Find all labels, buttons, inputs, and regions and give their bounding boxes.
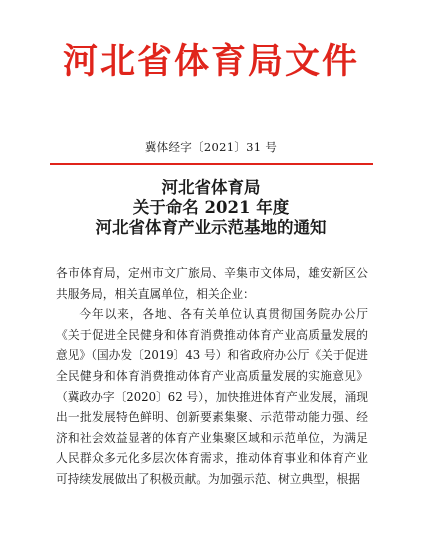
- subject-line-3: 河北省体育产业示范基地的通知: [95, 218, 327, 237]
- body-paragraph-1: 今年以来，各地、各有关单位认真贯彻国务院办公厅《关于促进全民健身和体育消费推动体育产业高质量发展的意见》（国办发〔2019〕43 号）和省政府办公厅《关于促进全民健身和体育消费推动体育产业高质量发展的实施意见》（冀政办字〔2020〕62 号），加快推进体育产业发展，涌现出一批发展特色鲜明、创新要素集聚、示范带动能力强、经济和社会效益显著的体育产业集聚区域和示范单位，为满足人民群众多元化多层次体育需求，推动体育事业和体育产业可持续发展做出了积极贡献。为加强示范、树立典型，根据: [56, 307, 368, 486]
- subject-line-2: 关于命名 2021 年度: [132, 198, 290, 217]
- document-subject: [0, 178, 422, 238]
- document-header-title: 河北省体育局文件: [62, 42, 359, 82]
- document-body: [56, 263, 368, 490]
- document-number: 冀体经字〔2021〕31 号: [144, 140, 278, 154]
- subject-line-1: 河北省体育局: [161, 178, 261, 197]
- header-red-rule: [50, 163, 373, 165]
- addressee-line: 各市体育局，定州市文广旅局、辛集市文体局，雄安新区公共服务局，相关直属单位，相关企业：: [56, 266, 368, 301]
